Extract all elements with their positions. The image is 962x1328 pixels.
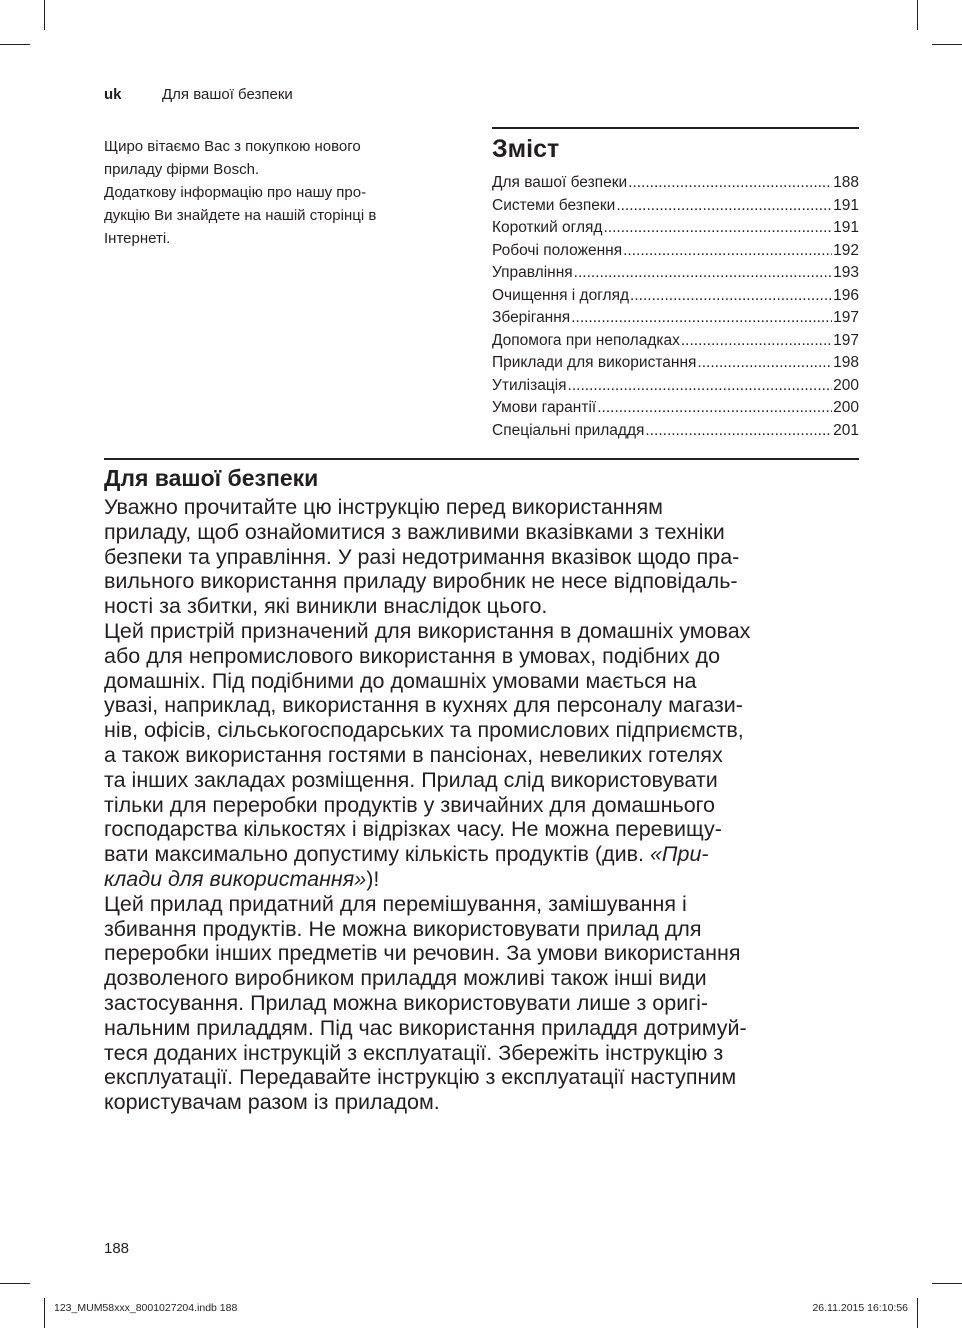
toc-leader bbox=[623, 240, 832, 263]
toc-item[interactable] bbox=[492, 307, 859, 330]
toc-item[interactable] bbox=[492, 330, 859, 353]
toc-item-label: Приклади для використання bbox=[492, 354, 697, 371]
toc-leader bbox=[568, 375, 833, 398]
toc-item[interactable] bbox=[492, 352, 859, 375]
toc-leader bbox=[603, 217, 832, 240]
intro-line: Щиро вітаємо Вас з покупкою нового bbox=[104, 138, 361, 155]
divider bbox=[492, 127, 859, 129]
table-of-contents bbox=[492, 127, 859, 442]
safety-section bbox=[104, 458, 859, 1115]
body-line: застосування. Прилад можна використовувати лише з оригі- bbox=[104, 990, 709, 1015]
toc-item-label: Допомога при неполадках bbox=[492, 331, 680, 349]
body-line: приладу, щоб ознайомитися з важливими вказівками з техніки bbox=[104, 519, 725, 544]
cross-reference-link[interactable]: клади для використання» bbox=[104, 866, 367, 891]
body-line: нальним приладдям. Під час використання приладдя дотримуй- bbox=[104, 1015, 747, 1040]
crop-mark bbox=[932, 1283, 962, 1284]
intro-line: Інтернеті. bbox=[104, 230, 171, 247]
toc-item[interactable] bbox=[492, 172, 859, 195]
crop-mark bbox=[917, 1298, 918, 1328]
body-line: вильного використання приладу виробник не несе відповідаль- bbox=[104, 569, 738, 594]
toc-item-label: Системи безпеки bbox=[492, 196, 616, 214]
toc-item-label: Спеціальні приладдя bbox=[492, 421, 645, 439]
toc-item-label: Зберігання bbox=[492, 309, 571, 326]
toc-item-label: Умови гарантії bbox=[492, 399, 597, 416]
intro-line: дукцію Ви знайдете на нашій сторінці в bbox=[104, 207, 377, 224]
body-text: )! bbox=[366, 866, 380, 891]
body-line: домашніх. Під подібними до домашніх умовами мається на bbox=[104, 668, 697, 693]
body-line: Цей прилад придатний для перемішування, замішування і bbox=[104, 891, 687, 916]
body-line: Цей пристрій призначений для використання в домашніх умовах bbox=[104, 618, 751, 643]
toc-item[interactable] bbox=[492, 285, 859, 308]
body-line: увазі, наприклад, використання в кухнях для персоналу магази- bbox=[104, 693, 743, 718]
toc-leader bbox=[697, 352, 832, 375]
language-code: uk bbox=[104, 86, 122, 103]
body-line: користувачам разом із приладом. bbox=[104, 1090, 440, 1115]
toc-item-page: 192 bbox=[833, 241, 859, 259]
body-line: та інших закладах розміщення. Прилад слід використовувати bbox=[104, 767, 718, 792]
toc-item-page: 193 bbox=[833, 264, 859, 281]
toc-leader bbox=[571, 307, 832, 330]
body-line: теся доданих інструкцій з експлуатації. Збережіть інструкцію з bbox=[104, 1040, 724, 1065]
toc-item-label: Очищення і догляд bbox=[492, 286, 630, 304]
toc-item-label: Робочі положення bbox=[492, 241, 623, 259]
toc-item-page: 197 bbox=[833, 331, 859, 349]
toc-leader bbox=[628, 172, 832, 195]
intro-line: Додаткову інформацію про нашу про- bbox=[104, 184, 367, 201]
crop-mark bbox=[0, 44, 30, 45]
cross-reference-link[interactable]: «При- bbox=[649, 842, 709, 867]
toc-item-label: Управління bbox=[492, 264, 573, 281]
body-line: переробки інших предметів чи речовин. За умови використання bbox=[104, 941, 741, 966]
toc-item-page: 197 bbox=[833, 309, 859, 326]
body-text: вати максимально допустиму кількість продуктів (див. bbox=[104, 842, 650, 867]
toc-leader bbox=[597, 397, 832, 420]
intro-text bbox=[104, 135, 454, 250]
toc-item-page: 191 bbox=[833, 219, 859, 236]
toc-item[interactable] bbox=[492, 195, 859, 218]
toc-leader bbox=[574, 262, 832, 285]
body-line: або для непромислового використання в умовах, подібних до bbox=[104, 643, 721, 668]
toc-item[interactable] bbox=[492, 397, 859, 420]
toc-list bbox=[492, 172, 859, 442]
body-line: Уважно прочитайте цю інструкцію перед використанням bbox=[104, 495, 663, 519]
toc-item-page: 191 bbox=[833, 196, 859, 214]
body-line: ності за збитки, які виникли внаслідок цього. bbox=[104, 594, 548, 619]
body-line bbox=[104, 867, 859, 892]
toc-item[interactable] bbox=[492, 240, 859, 263]
intro-line: приладу фірми Bosch. bbox=[104, 161, 260, 178]
print-slug-file: 123_MUM58xxx_8001027204.indb 188 bbox=[54, 1302, 238, 1314]
toc-leader bbox=[681, 330, 832, 353]
body-line: нів, офісів, сільськогосподарських та промислових підприємств, bbox=[104, 718, 744, 743]
print-slug-date: 26.11.2015 16:10:56 bbox=[812, 1302, 908, 1314]
body-line: дозволеного виробником приладдя можливі також інші види bbox=[104, 966, 707, 991]
header-title: Для вашої безпеки bbox=[162, 86, 293, 103]
crop-mark bbox=[917, 0, 918, 30]
toc-item-page: 200 bbox=[833, 376, 859, 394]
toc-item-label: Утилізація bbox=[492, 376, 567, 394]
crop-mark bbox=[932, 44, 962, 45]
toc-item-label: Короткий огляд bbox=[492, 219, 603, 236]
toc-item[interactable] bbox=[492, 420, 859, 443]
crop-mark bbox=[44, 0, 45, 30]
toc-item-page: 196 bbox=[833, 286, 859, 304]
toc-item-page: 201 bbox=[833, 421, 859, 439]
toc-item[interactable] bbox=[492, 217, 859, 240]
page-number: 188 bbox=[104, 1240, 130, 1257]
toc-item[interactable] bbox=[492, 262, 859, 285]
toc-title: Зміст bbox=[492, 135, 560, 163]
toc-item-label: Для вашої безпеки bbox=[492, 174, 628, 191]
section-title: Для вашої безпеки bbox=[104, 465, 319, 491]
toc-leader bbox=[630, 285, 832, 308]
crop-mark bbox=[44, 1298, 45, 1328]
toc-leader bbox=[645, 420, 832, 443]
body-line: збивання продуктів. Не можна використовувати прилад для bbox=[104, 916, 702, 941]
body-line: а також використання гостями в пансіонах, невеликих готелях bbox=[104, 742, 723, 767]
toc-item-page: 198 bbox=[833, 354, 859, 371]
body-line bbox=[104, 842, 859, 867]
body-line: тільки для переробки продуктів у звичайних для домашнього bbox=[104, 792, 715, 817]
toc-item[interactable] bbox=[492, 375, 859, 398]
body-line: експлуатації. Передавайте інструкцію з експлуатації наступним bbox=[104, 1065, 737, 1090]
toc-leader bbox=[616, 195, 832, 218]
body-line: господарства кількостях і відрізках часу. Не можна перевищу- bbox=[104, 817, 722, 842]
running-header bbox=[104, 86, 293, 103]
toc-item-page: 200 bbox=[833, 399, 859, 416]
toc-item-page: 188 bbox=[833, 174, 859, 191]
body-line: безпеки та управління. У разі недотримання вказівок щодо пра- bbox=[104, 544, 740, 569]
divider bbox=[104, 458, 859, 460]
crop-mark bbox=[0, 1283, 30, 1284]
